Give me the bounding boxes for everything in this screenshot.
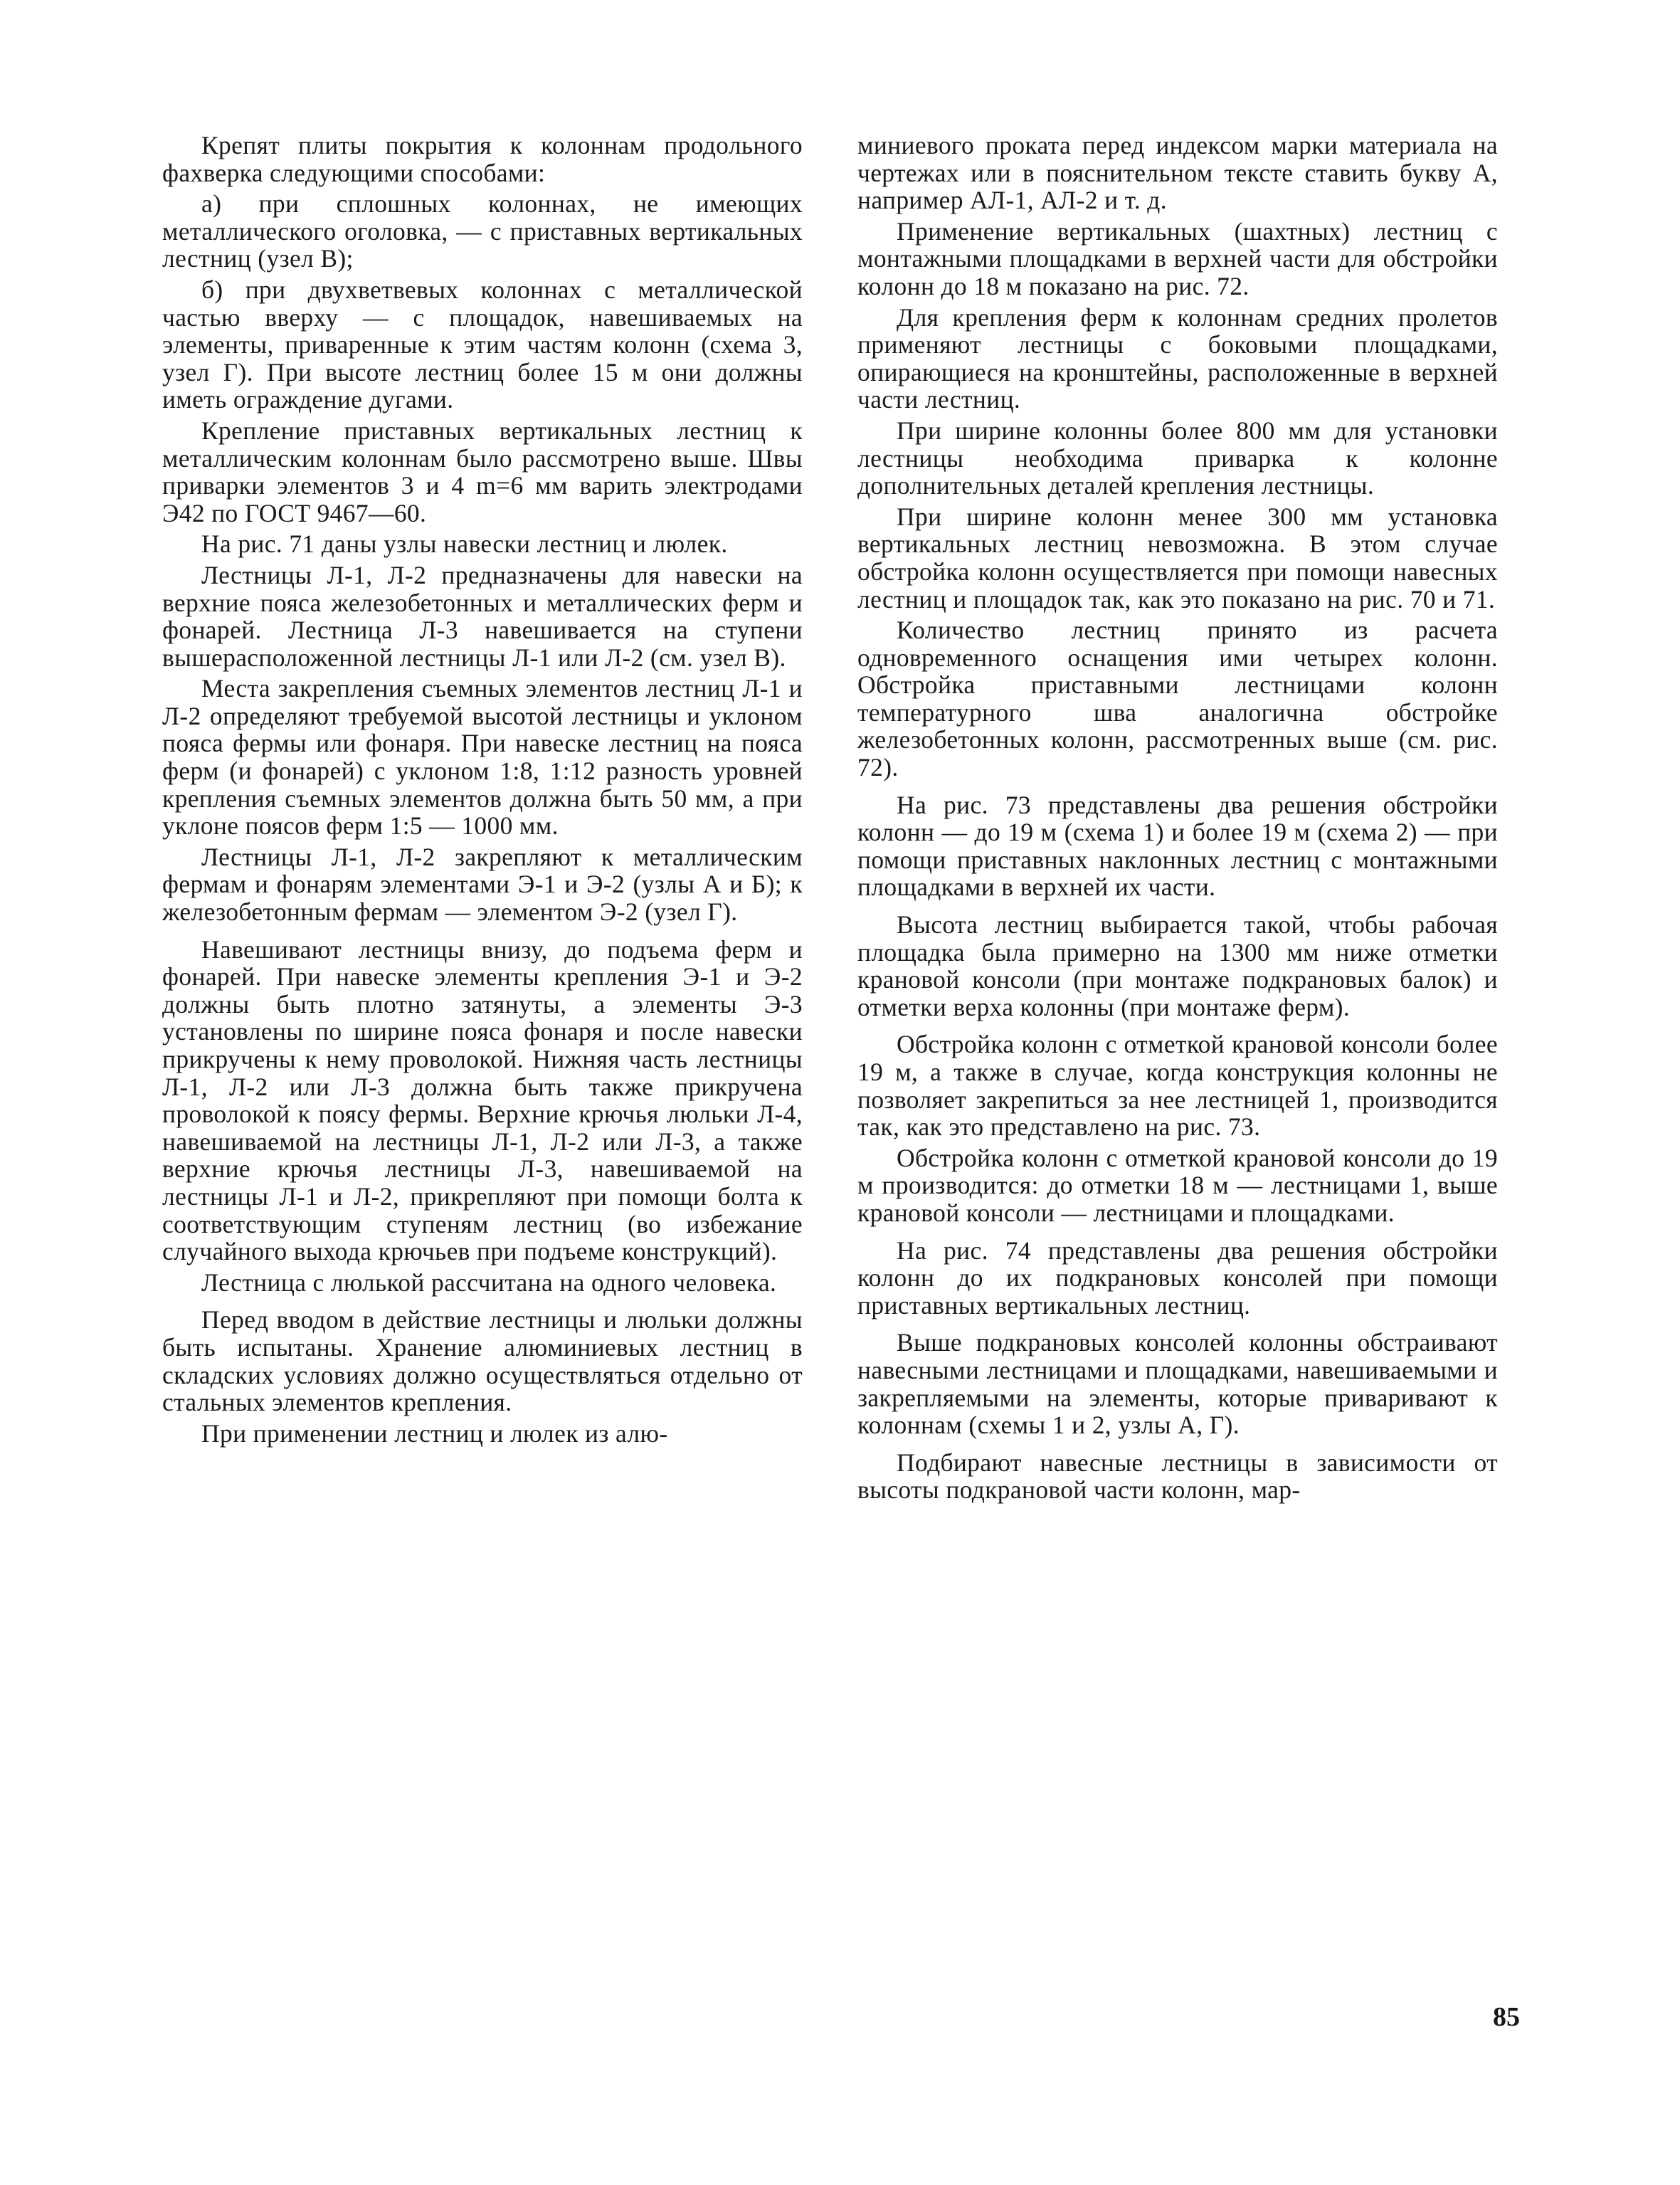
paragraph: Обстройка колонн с отметкой крановой консоли до 19 м производится: до отметки 18 м — лестницами 1, выше крановой консоли — лестницами и площадками. [857, 1143, 1498, 1227]
paragraph: Выше подкрановых консолей колонны обстраивают навесными лестницами и площадками, навешиваемыми и закрепляемыми на элементы, которые приваривают к колоннам (схемы 1 и 2, узлы А, Г). [857, 1328, 1498, 1440]
paragraph: Для крепления ферм к колоннам средних пролетов применяют лестницы с боковыми площадками, опирающиеся на кронштейны, расположенные в верхней части лестниц. [857, 302, 1498, 414]
paragraph: Навешивают лестницы внизу, до подъема ферм и фонарей. При навеске элементы крепления Э-1 и Э-2 должны быть плотно затянуты, а элементы Э-3 установлены по ширине пояса фонаря и после навески прикручены к нему проволокой. Нижняя часть лестницы Л-1, Л-2 или Л-3 должна быть также прикручена проволокой к поясу фермы. Верхние крючья люльки Л-4, навешиваемой на лестницы Л-1, Л-2 или Л-3, а также верхние крючья лестницы Л-3, навешиваемой на лестницы Л-1 и Л-2, прикрепляют при помощи болта к соответствующим ступеням лестниц (во избежание случайного выхода крючьев при подъеме конструкций). [162, 934, 803, 1266]
paragraph: При ширине колонны более 800 мм для установки лестницы необходима приварка к колонне дополнительных деталей крепления лестницы. [857, 416, 1498, 500]
paragraph: Перед вводом в действие лестницы и люльки должны быть испытаны. Хранение алюминиевых лестниц в складских условиях должно осуществляться отдельно от стальных элементов крепления. [162, 1305, 803, 1417]
paragraph: Лестницы Л-1, Л-2 предназначены для навески на верхние пояса железобетонных и металлических ферм и фонарей. Лестница Л-3 навешивается на ступени вышерасположенной лестницы Л-1 или Л-2 (см. узел В). [162, 560, 803, 672]
paragraph: миниевого проката перед индексом марки материала на чертежах или в пояснительном тексте ставить букву А, например АЛ-1, АЛ-2 и т. д. [857, 131, 1498, 215]
paragraph: Крепят плиты покрытия к колоннам продольного фахверка следующими способами: [162, 131, 803, 187]
paragraph: Применение вертикальных (шахтных) лестниц с монтажными площадками в верхней части для обстройки колонн до 18 м показано на рис. 72. [857, 216, 1498, 300]
paragraph: Места закрепления съемных элементов лестниц Л-1 и Л-2 определяют требуемой высотой лестницы и уклоном пояса фермы или фонаря. При навеске лестниц на пояса ферм (и фонарей) с уклоном 1:8, 1:12 разность уровней крепления съемных элементов должна быть 50 мм, а при уклоне поясов ферм 1:5 — 1000 мм. [162, 674, 803, 841]
page-number: 85 [1493, 2002, 1520, 2032]
paragraph: Количество лестниц принято из расчета одновременного оснащения ими четырех колонн. Обстройка приставными лестницами колонн температурного шва аналогична обстройке железобетонных колонн, рассмотренных выше (см. рис. 72). [857, 616, 1498, 782]
paragraph: При ширине колонн менее 300 мм установка вертикальных лестниц невозможна. В этом случае обстройка колонн осуществляется при помощи навесных лестниц и площадок так, как это показано на рис. 70 и 71. [857, 502, 1498, 614]
paragraph: На рис. 71 даны узлы навески лестниц и люлек. [201, 530, 728, 559]
paragraph: На рис. 73 представлены два решения обстройки колонн — до 19 м (схема 1) и более 19 м (схема 2) — при помощи приставных наклонных лестниц с монтажными площадками в верхней их части. [857, 790, 1498, 902]
paragraph: Обстройка колонн с отметкой крановой консоли более 19 м, а также в случае, когда конструкция колонны не позволяет закрепиться за нее лестницей 1, производится так, как это представлено на рис. 73. [857, 1030, 1498, 1142]
left-text-column [162, 132, 803, 1450]
paragraph: На рис. 74 представлены два решения обстройки колонн до их подкрановых консолей при помощи приставных вертикальных лестниц. [857, 1236, 1498, 1320]
paragraph: Лестницы Л-1, Л-2 закрепляют к металлическим фермам и фонарям элементами Э-1 и Э-2 (узлы А и Б); к железобетонным фермам — элементом Э-2 (узел Г). [162, 842, 803, 927]
paragraph: Высота лестниц выбирается такой, чтобы рабочая площадка была примерно на 1300 мм ниже отметки крановой консоли (при монтаже подкрановых балок) и отметки верха колонны (при монтаже ферм). [857, 910, 1498, 1021]
paragraph: а) при сплошных колоннах, не имеющих металлического оголовка, — с приставных вертикальных лестниц (узел В); [162, 189, 803, 273]
paragraph: При применении лестниц и люлек из алю- [201, 1418, 668, 1448]
right-text-column [857, 132, 1498, 1507]
paragraph: Крепление приставных вертикальных лестниц к металлическим колоннам было рассмотрено выше. Швы приварки элементов 3 и 4 m=6 мм варить электродами Э42 по ГОСТ 9467—60. [162, 416, 803, 527]
paragraph: б) при двухветвевых колоннах с металлической частью вверху — с площадок, навешиваемых на элементы, приваренные к этим частям колонн (схема 3, узел Г). При высоте лестниц более 15 м они должны иметь ограждение дугами. [162, 275, 803, 414]
paragraph: Подбирают навесные лестницы в зависимости от высоты подкрановой части колонн, мар- [857, 1448, 1498, 1505]
paragraph: Лестница с люлькой рассчитана на одного человека. [201, 1268, 777, 1297]
